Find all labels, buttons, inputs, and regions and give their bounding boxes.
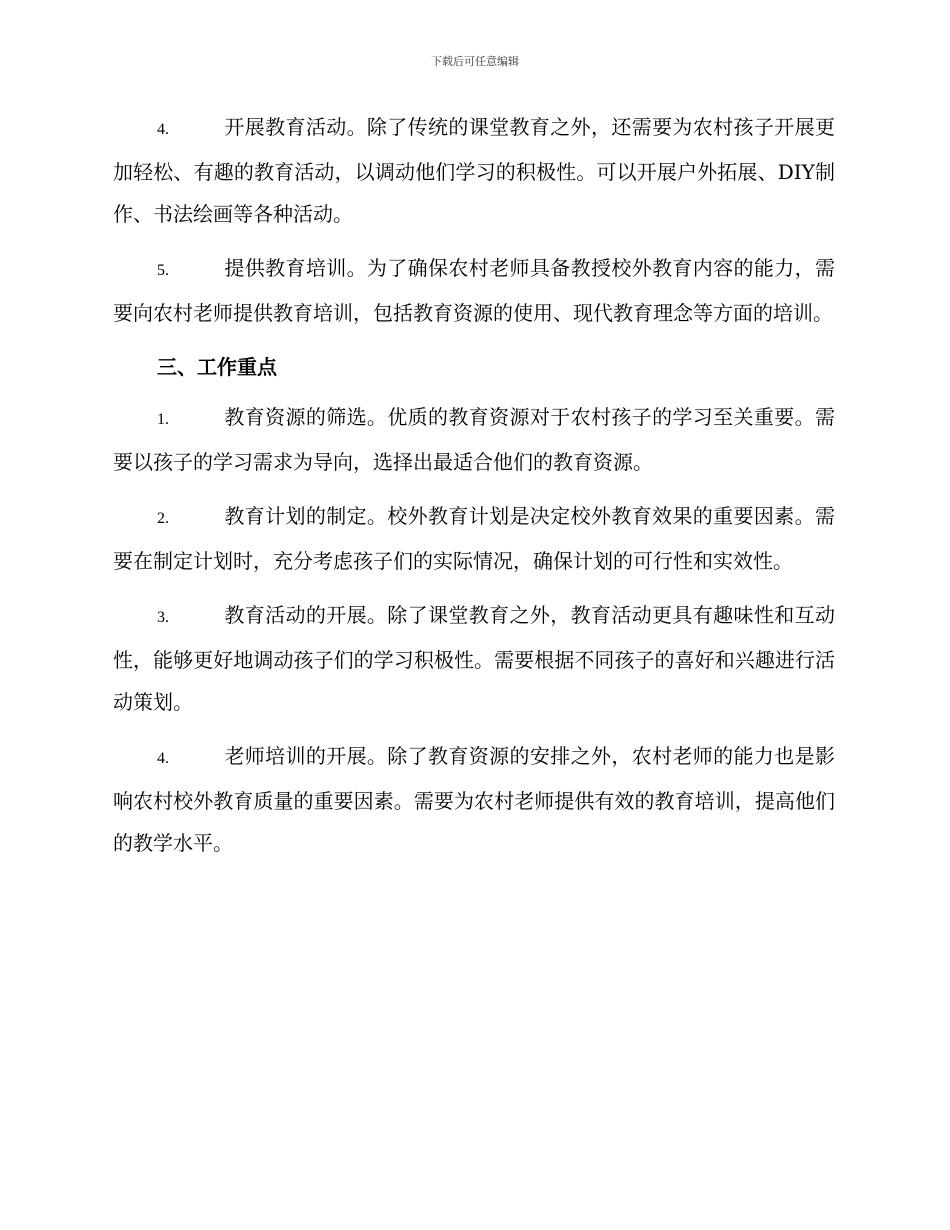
- section-heading: 三、工作重点: [157, 355, 277, 379]
- item-text: 教育资源的筛选。优质的教育资源对于农村孩子的学习至关重要。需要以孩子的学习需求为导向，选择出最适合他们的教育资源。: [113, 405, 835, 474]
- item-text: 开展教育活动。除了传统的课堂教育之外，还需要为农村孩子开展更加轻松、有趣的教育活动，以调动他们学习的积极性。可以开展户外拓展、DIY制作、书法绘画等各种活动。: [113, 115, 835, 226]
- item-number: 4.: [157, 121, 169, 138]
- document-body: [113, 106, 835, 876]
- list-item: [113, 247, 835, 334]
- item-number: 2.: [157, 510, 169, 527]
- item-number: 3.: [157, 609, 169, 626]
- list-item: [113, 735, 835, 864]
- list-item: [113, 396, 835, 483]
- list-item: [113, 594, 835, 723]
- item-text: 提供教育培训。为了确保农村老师具备教授校外教育内容的能力，需要向农村老师提供教育培训，包括教育资源的使用、现代教育理念等方面的培训。: [113, 256, 835, 325]
- list-item: [113, 495, 835, 582]
- item-number: 1.: [157, 411, 169, 428]
- item-text: 老师培训的开展。除了教育资源的安排之外，农村老师的能力也是影响农村校外教育质量的重要因素。需要为农村老师提供有效的教育培训，提高他们的教学水平。: [113, 744, 835, 855]
- item-text: 教育活动的开展。除了课堂教育之外，教育活动更具有趣味性和互动性，能够更好地调动孩子们的学习积极性。需要根据不同孩子的喜好和兴趣进行活动策划。: [113, 603, 835, 714]
- item-number: 4.: [157, 750, 169, 767]
- page-header: 下载后可任意编辑: [431, 55, 519, 68]
- item-number: 5.: [157, 262, 169, 279]
- item-text: 教育计划的制定。校外教育计划是决定校外教育效果的重要因素。需要在制定计划时，充分考虑孩子们的实际情况，确保计划的可行性和实效性。: [113, 504, 835, 573]
- list-item: [113, 106, 835, 235]
